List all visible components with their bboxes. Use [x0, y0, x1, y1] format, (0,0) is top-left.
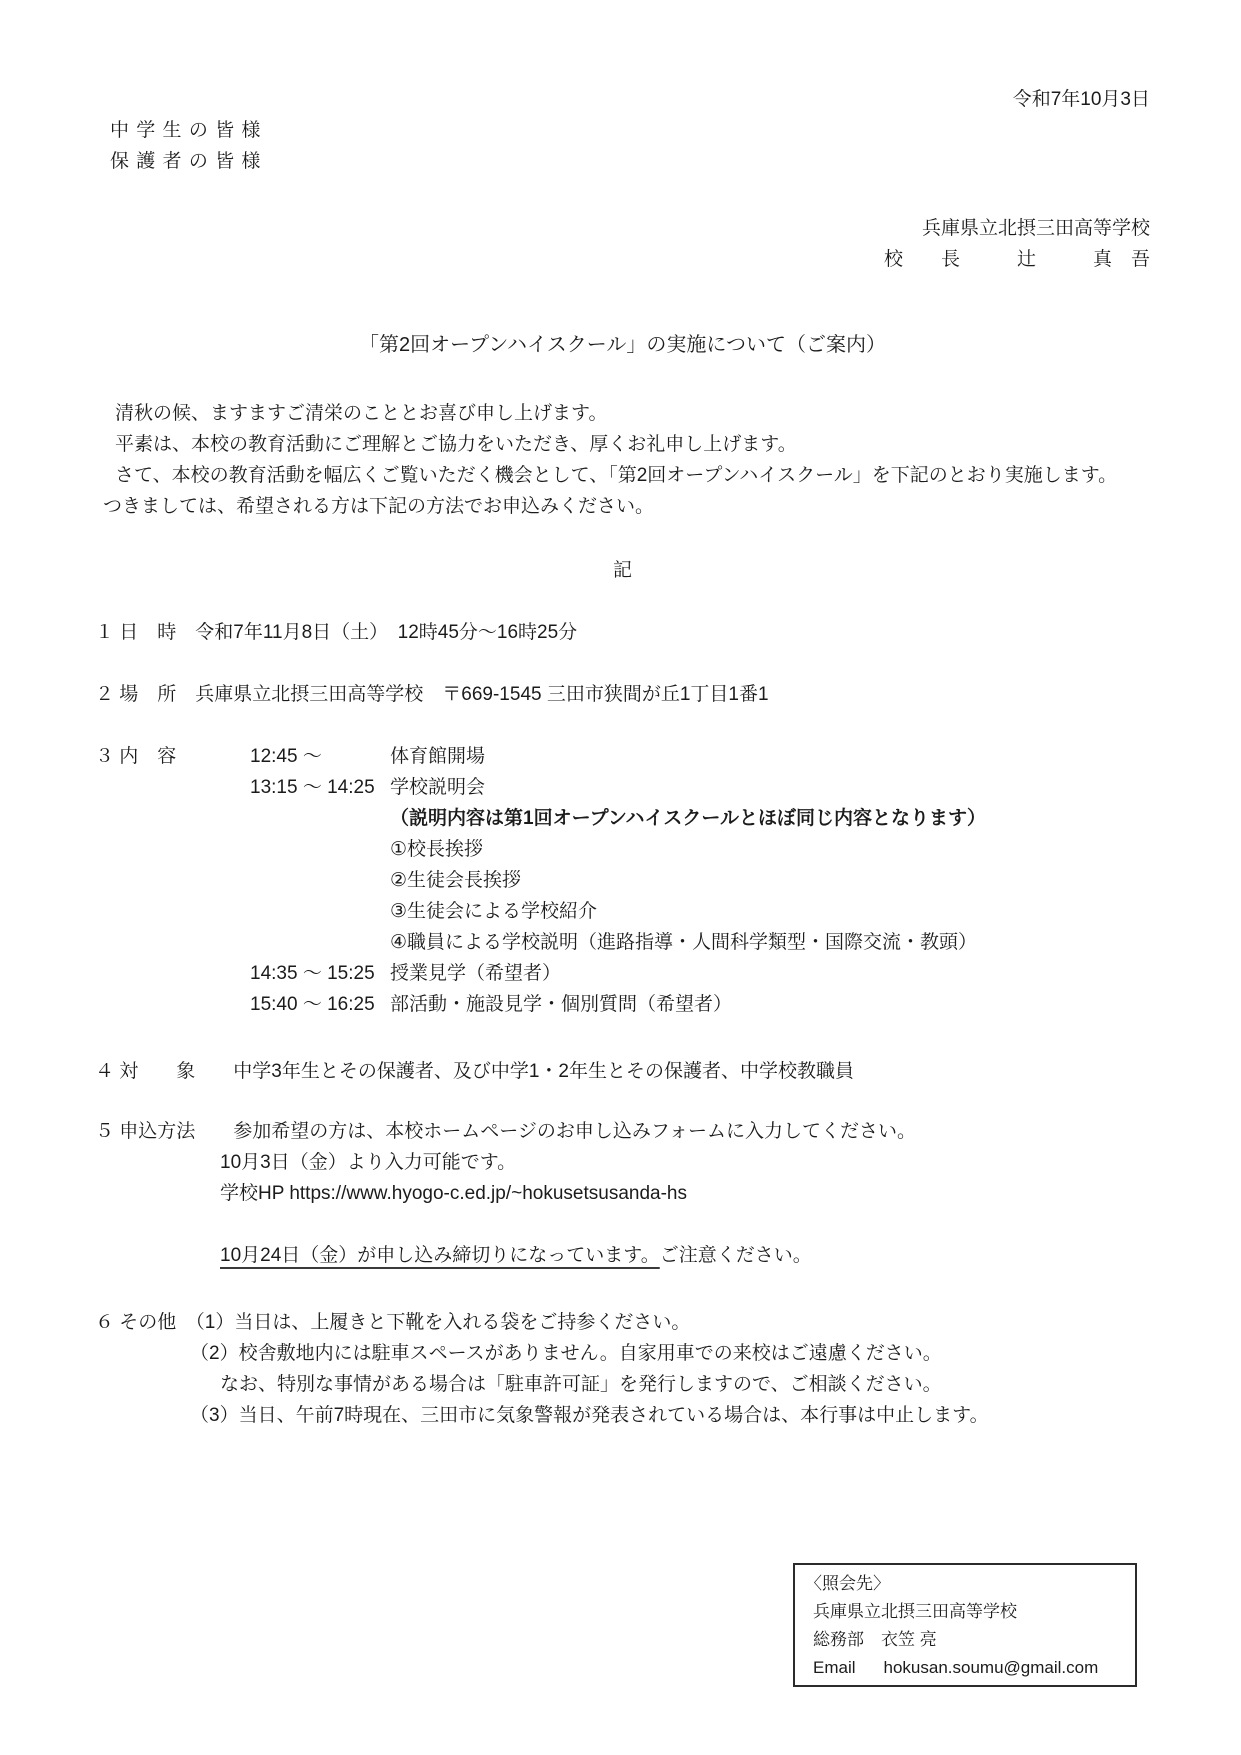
- schedule-row: [95, 865, 1150, 896]
- schedule-desc: 授業見学（希望者）: [390, 963, 562, 984]
- greeting-line: 清秋の候、ますますご清栄のこととお喜び申し上げます。: [115, 403, 608, 424]
- schedule-row: [95, 772, 1150, 803]
- schedule-time: 15:40 ～ 16:25: [250, 994, 375, 1015]
- schedule-desc: 部活動・施設見学・個別質問（希望者）: [390, 994, 733, 1015]
- schedule-desc: ④職員による学校説明（進路指導・人間科学類型・国際交流・教頭）: [390, 932, 978, 953]
- schedule-desc: ②生徒会長挨拶: [390, 870, 522, 891]
- section-contents-label: ３ 内 容: [95, 746, 177, 767]
- greeting-paragraph: [95, 398, 1150, 522]
- schedule-row: [95, 741, 1150, 772]
- other-item-3: （3）当日、午前7時現在、三田市に気象警報が発表されている場合は、本行事は中止します。: [190, 1405, 989, 1426]
- application-deadline: [220, 1240, 1150, 1271]
- schedule-row: [95, 803, 1150, 834]
- section-other: [95, 1307, 1150, 1431]
- schedule-time: 14:35 ～ 15:25: [250, 963, 375, 984]
- sender-principal-name: 校 長 辻 真 吾: [883, 249, 1150, 270]
- section-date-time: １ 日 時 令和7年11月8日（土） 12時45分～16時25分: [95, 622, 578, 643]
- schedule-row: [95, 958, 1150, 989]
- email-label: Email: [813, 1658, 856, 1677]
- greeting-line: さて、本校の教育活動を幅広くご覧いただく機会として、「第2回オープンハイスクール」を下記のとおり実施します。: [115, 465, 1118, 486]
- recipient-guardians: 保 護 者 の 皆 様: [110, 151, 262, 172]
- recipient-students: 中 学 生 の 皆 様: [110, 120, 262, 141]
- sender-school-name: 兵庫県立北摂三田高等学校: [921, 218, 1150, 239]
- application-line: ５ 申込方法 参加希望の方は、本校ホームページのお申し込みフォームに入力してください。: [95, 1121, 916, 1142]
- other-item-2: （2）校舎敷地内には駐車スペースがありません。自家用車での来校はご遠慮ください。: [190, 1343, 942, 1364]
- schedule-row: [95, 896, 1150, 927]
- greeting-line: つきましては、希望される方は下記の方法でお申込みください。: [103, 496, 655, 517]
- section-place: ２ 場 所 兵庫県立北摂三田高等学校 〒669-1545 三田市狭間が丘1丁目1番1: [95, 684, 769, 705]
- schedule-row: [95, 989, 1150, 1020]
- record-marker: 記: [612, 560, 632, 581]
- recipient-block: [95, 115, 1150, 177]
- document-date: 令和7年10月3日: [1012, 89, 1150, 110]
- contact-email-row: [805, 1654, 1125, 1682]
- schedule-row: [95, 927, 1150, 958]
- deadline-caution-text: ご注意ください。: [659, 1245, 812, 1266]
- deadline-underlined-text: 10月24日（金）が申し込み締切りになっています。: [220, 1245, 660, 1266]
- schedule-time: 12:45 ～: [250, 746, 322, 767]
- other-item-1: ６ その他 （1）当日は、上履きと下靴を入れる袋をご持参ください。: [95, 1312, 691, 1333]
- schedule-desc: ③生徒会による学校紹介: [390, 901, 598, 922]
- application-start-date: 10月3日（金）より入力可能です。: [220, 1152, 517, 1173]
- contact-school-name: 兵庫県立北摂三田高等学校: [813, 1602, 1017, 1621]
- schedule-desc: 学校説明会: [390, 777, 486, 798]
- other-item-2-note: なお、特別な事情がある場合は「駐車許可証」を発行しますので、ご相談ください。: [220, 1374, 942, 1395]
- section-target: ４ 対 象 中学3年生とその保護者、及び中学1・2年生とその保護者、中学校教職員: [95, 1061, 854, 1082]
- schedule-desc: ①校長挨拶: [390, 839, 484, 860]
- greeting-line: 平素は、本校の教育活動にご理解とご協力をいただき、厚くお礼申し上げます。: [115, 434, 797, 455]
- schedule-note-bold: （説明内容は第1回オープンハイスクールとほぼ同じ内容となります）: [390, 808, 986, 829]
- document-title: 「第2回オープンハイスクール」の実施について（ご案内）: [359, 334, 886, 356]
- schedule-desc: 体育館開場: [390, 746, 486, 767]
- schedule-time: 13:15 ～ 14:25: [250, 777, 375, 798]
- schedule-row: [95, 834, 1150, 865]
- sender-block: [95, 213, 1150, 275]
- contact-info-box: [793, 1563, 1137, 1687]
- contact-box-heading: 〈照会先〉: [805, 1574, 890, 1593]
- contact-person: 総務部 衣笠 亮: [813, 1630, 937, 1649]
- school-homepage-url: 学校HP https://www.hyogo-c.ed.jp/~hokusetsusanda-hs: [220, 1183, 687, 1204]
- email-address: hokusan.soumu@gmail.com: [883, 1658, 1099, 1677]
- section-contents: [95, 741, 1150, 1020]
- section-application: [95, 1116, 1150, 1271]
